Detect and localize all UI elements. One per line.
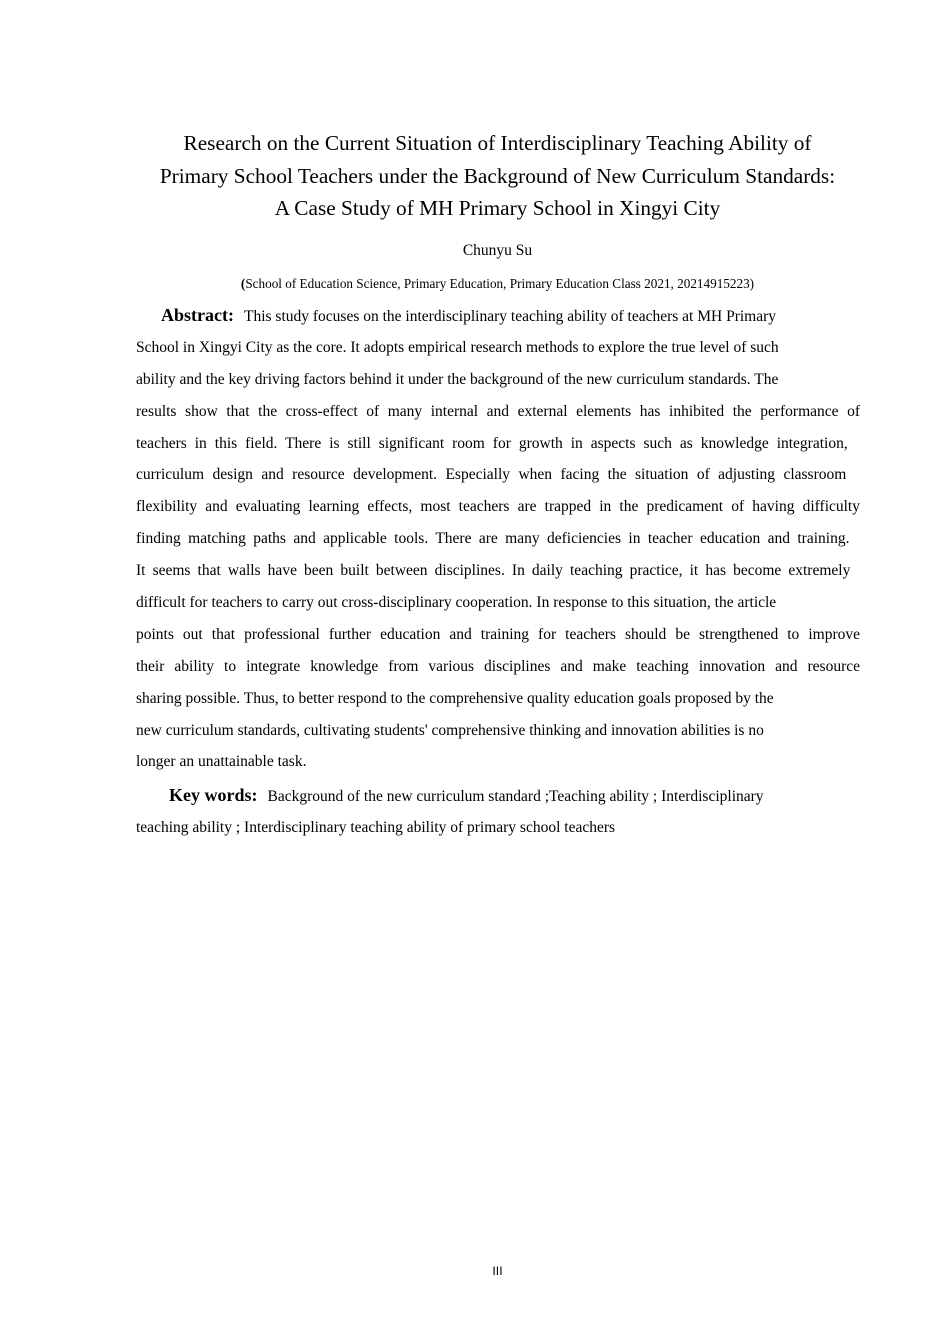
keywords-line	[136, 780, 860, 812]
abstract-line: teachers in this field. There is still significant room for growth in aspects such as knowledge integration,	[136, 434, 848, 452]
abstract-line: flexibility and evaluating learning effects, most teachers are trapped in the predicament of having difficulty	[136, 498, 860, 516]
abstract-label: Abstract:	[161, 305, 234, 325]
affiliation-open-paren: (	[240, 276, 246, 291]
abstract-line	[136, 300, 860, 332]
abstract-line: finding matching paths and applicable tools. There are many deficiencies in teacher education and training.	[136, 530, 850, 548]
abstract-line: difficult for teachers to carry out cross-disciplinary cooperation. In response to this situation, the article	[136, 594, 777, 612]
paper-title	[100, 127, 895, 225]
author-name: Chunyu Su	[462, 242, 533, 259]
title-line-2: Primary School Teachers under the Background of New Curriculum Standards:	[159, 163, 836, 188]
abstract-line: their ability to integrate knowledge from various disciplines and make teaching innovation and resource	[136, 657, 860, 675]
abstract-section	[136, 300, 860, 778]
abstract-text: This study focuses on the interdisciplinary teaching ability of teachers at MH Primary	[243, 308, 777, 325]
abstract-line: new curriculum standards, cultivating students' comprehensive thinking and innovation abilities is no	[136, 721, 764, 739]
title-line-1: Research on the Current Situation of Interdisciplinary Teaching Ability of	[183, 131, 812, 155]
abstract-line: results show that the cross-effect of many internal and external elements has inhibited the performance of	[136, 402, 860, 420]
abstract-line: It seems that walls have been built between disciplines. In daily teaching practice, it has become extremely	[136, 562, 851, 580]
abstract-line: sharing possible. Thus, to better respond to the comprehensive quality education goals proposed by the	[136, 689, 774, 707]
abstract-line: curriculum design and resource development. Especially when facing the situation of adjusting classroom	[136, 466, 847, 484]
abstract-line: longer an unattainable task.	[136, 753, 307, 771]
keywords-section	[136, 780, 860, 843]
keywords-text: Background of the new curriculum standard ;Teaching ability ; Interdisciplinary	[267, 788, 764, 805]
page-number: III	[492, 1264, 503, 1278]
abstract-line: points out that professional further education and training for teachers should be strengthened to improve	[136, 625, 860, 643]
abstract-line: School in Xingyi City as the core. It adopts empirical research methods to explore the true level of such	[136, 338, 779, 356]
keywords-line: teaching ability ; Interdisciplinary teaching ability of primary school teachers	[136, 818, 616, 836]
title-line-3: A Case Study of MH Primary School in Xingyi City	[274, 196, 721, 220]
keywords-label: Key words:	[169, 785, 258, 805]
author-affiliation	[100, 274, 895, 294]
affiliation-text: School of Education Science, Primary Education, Primary Education Class 2021, 20214915223)	[245, 276, 755, 291]
abstract-line: ability and the key driving factors behind it under the background of the new curriculum standards. The	[136, 370, 779, 388]
